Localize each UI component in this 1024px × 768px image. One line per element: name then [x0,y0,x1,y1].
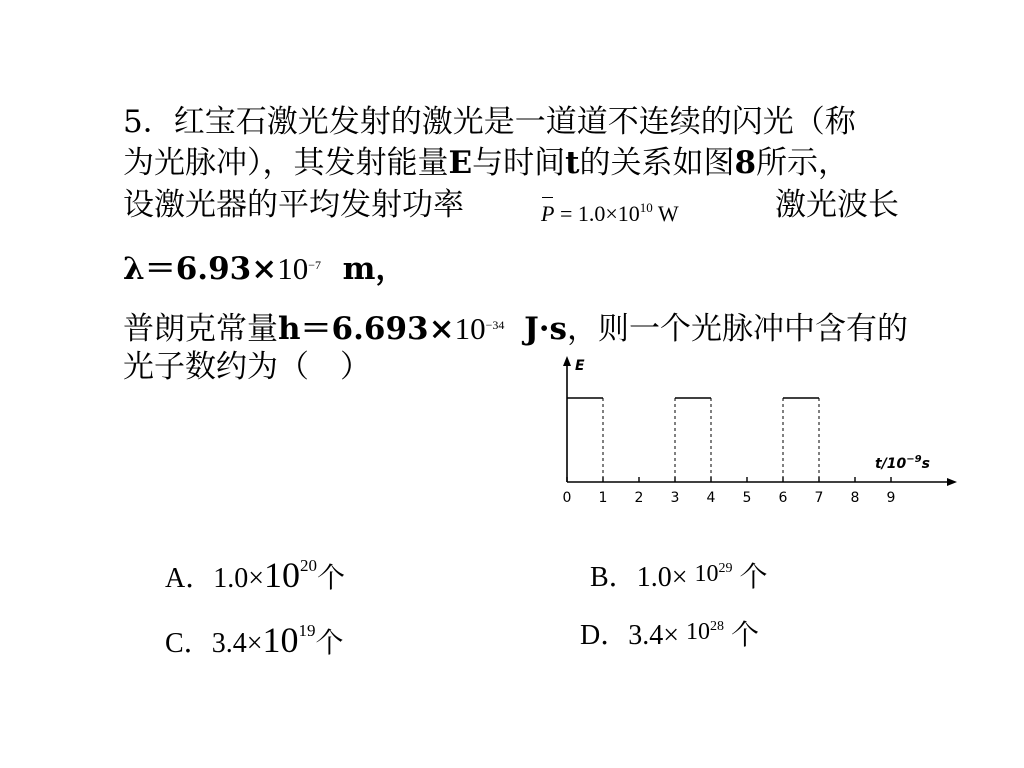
option-b-unit: 个 [739,562,768,593]
question-line-6 [123,349,371,385]
option-c-base: 10 [262,620,299,660]
question-line-3a [123,187,464,223]
x-tick-label: 2 [634,490,644,506]
question-text-3a: 设激光器的平均发射功率 [123,187,464,223]
option-a-unit: 个 [317,563,346,594]
power-value: = 1.0×10 [554,201,640,226]
wavelength-value: λ＝6.93× [123,251,278,287]
option-a-base: 10 [264,555,301,595]
pulse [675,398,711,482]
option-d-unit: 个 [731,620,760,651]
planck-line [123,313,908,345]
x-axis-label-text: t/10 [875,456,907,472]
question-text-2b: 与时间 [472,145,566,181]
question-number: 5． [123,104,174,140]
x-axis-arrow [947,478,957,486]
question-text-2c: 的关系如图 [579,145,735,181]
time-symbol: t [565,145,580,181]
x-tick-label: 7 [814,490,824,506]
pulse-group [567,398,819,482]
x-axis-label-exponent: −9 [906,454,922,465]
wavelength-exponent: −7 [308,258,321,272]
planck-exponent: −34 [485,318,505,332]
option-d[interactable] [580,620,759,650]
x-tick-label: 5 [742,490,752,506]
x-tick-label: 6 [778,490,788,506]
answer-prompt: 光子数约为（ ） [123,349,371,385]
energy-time-graph [545,350,965,520]
option-c-unit: 个 [315,628,344,659]
power-unit: W [652,201,679,226]
wavelength-unit: m， [342,251,407,287]
option-a[interactable] [165,557,345,593]
question-text-2a: 为光脉冲），其发射能量 [123,145,449,181]
pulse [783,398,819,482]
planck-unit: J·s [524,311,568,347]
planck-text-b: ，则一个光脉冲中含有的 [567,311,909,347]
option-b[interactable] [590,562,768,592]
option-c-exponent: 19 [298,621,316,640]
question-text-3b: 激光波长 [775,187,899,223]
option-d-mantissa: 3.4× [628,620,680,651]
option-c[interactable] [165,622,344,658]
x-tick-label: 4 [706,490,716,506]
option-b-exponent: 29 [718,561,733,576]
option-c-mantissa: 3.4× [211,628,263,659]
planck-power [455,311,505,346]
figure-number: 8 [734,145,757,181]
option-d-base: 10 [686,619,711,645]
option-b-mantissa: 1.0× [636,562,688,593]
power-symbol: P [541,201,555,226]
x-axis-label-unit: s [921,456,930,472]
question-text-1: 红宝石激光发射的激光是一道道不连续的闪光（称 [173,104,856,140]
average-power-formula [541,201,679,225]
x-tick-label: 8 [850,490,860,506]
x-tick-label: 9 [886,490,896,506]
x-tick-label: 1 [598,490,608,506]
x-axis-label [875,454,930,472]
question-line-1 [123,104,856,140]
y-axis-label: E [575,358,585,374]
power-exponent: 10 [639,200,653,215]
x-tick-label: 3 [670,490,680,506]
option-a-exponent: 20 [300,556,318,575]
question-line-2 [123,145,850,181]
option-d-exponent: 28 [710,619,725,634]
question-line-3b [775,187,899,223]
option-b-base: 10 [694,561,719,587]
wavelength-line [123,253,406,285]
question-text-2d: 所示， [756,145,850,181]
planck-base: 10 [454,311,486,346]
pulse [567,398,603,482]
x-tick-label: 0 [562,490,572,506]
option-b-label: B． [590,562,637,593]
wavelength-power [277,251,321,286]
option-a-label: A． [165,563,214,594]
y-axis-arrow [563,356,571,366]
option-c-label: C． [165,628,212,659]
option-a-mantissa: 1.0× [213,563,265,594]
wavelength-base: 10 [277,251,309,286]
energy-symbol: E [448,145,473,181]
planck-text: 普朗克常量 [123,311,278,347]
planck-value: h＝6.693× [278,311,455,347]
option-d-label: D． [580,620,629,651]
